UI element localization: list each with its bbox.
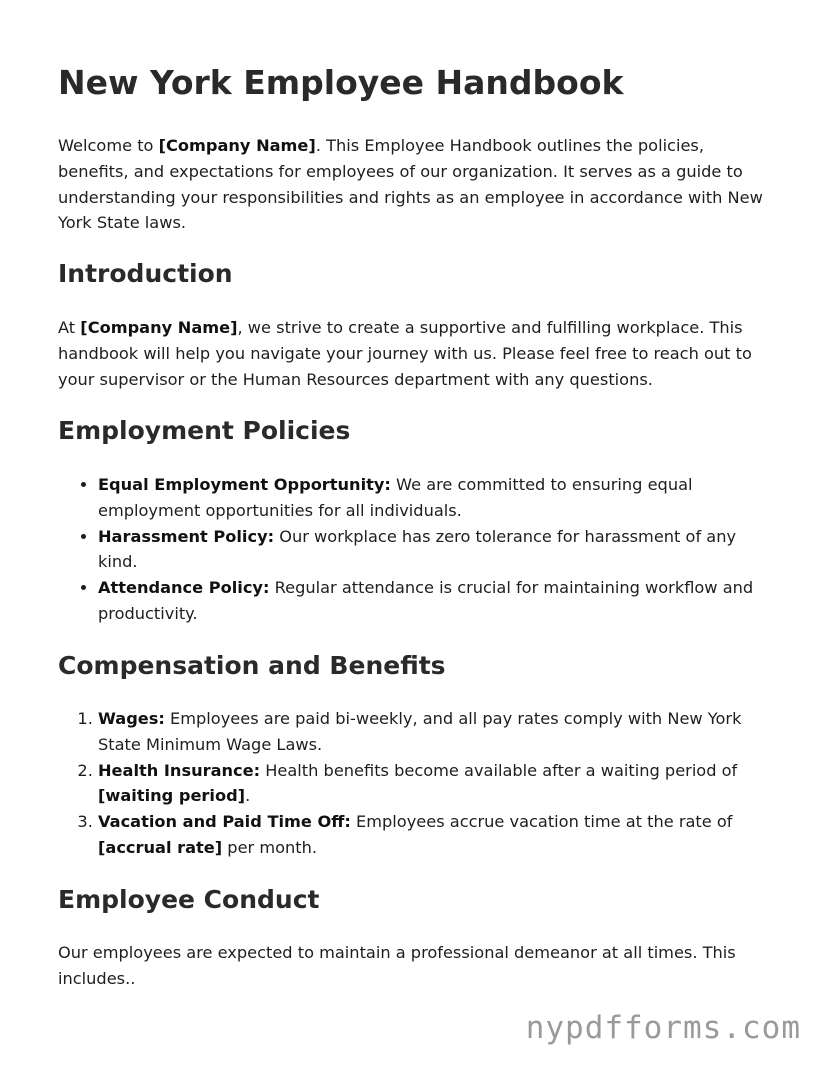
list-item-text: Regular attendance is crucial for maintaining workflow and productivity. bbox=[98, 578, 754, 623]
list-item-label: Vacation and Paid Time Off: bbox=[98, 812, 351, 832]
company-name-placeholder: [Company Name] bbox=[80, 318, 238, 337]
compensation-heading: Compensation and Benefits bbox=[58, 651, 446, 680]
list-item-label: Attendance Policy: bbox=[98, 578, 270, 598]
employee-conduct-heading: Employee Conduct bbox=[58, 885, 320, 914]
list-item bbox=[98, 758, 770, 810]
waiting-period-placeholder: [waiting period] bbox=[98, 786, 246, 806]
intro-paragraph bbox=[58, 133, 770, 236]
employment-policies-heading: Employment Policies bbox=[58, 416, 351, 445]
list-item-text: We are committed to ensuring equal employment opportunities for all individuals. bbox=[98, 475, 693, 520]
list-item bbox=[98, 706, 770, 758]
list-item-label: Health Insurance: bbox=[98, 760, 261, 780]
accrual-rate-placeholder: [accrual rate] bbox=[98, 837, 223, 857]
intro-text-before: Welcome to bbox=[58, 136, 159, 155]
introduction-paragraph bbox=[58, 315, 770, 392]
introduction-heading: Introduction bbox=[58, 259, 233, 288]
list-item-label: Equal Employment Opportunity: bbox=[98, 475, 391, 494]
list-item bbox=[98, 472, 770, 524]
list-item-label: Harassment Policy: bbox=[98, 526, 275, 546]
list-item bbox=[98, 524, 770, 576]
employment-policies-list bbox=[58, 472, 770, 627]
company-name-placeholder: [Company Name] bbox=[158, 136, 316, 155]
page-title: New York Employee Handbook bbox=[58, 63, 624, 102]
list-item-text: Health benefits become available after a waiting period of bbox=[260, 760, 738, 780]
introduction-text-before: At bbox=[58, 318, 81, 337]
list-item-text: Employees accrue vacation time at the rate of bbox=[350, 812, 733, 832]
list-item-text: Our workplace has zero tolerance for harassment of any kind. bbox=[98, 526, 737, 572]
compensation-list bbox=[58, 706, 770, 861]
list-item bbox=[98, 809, 770, 861]
list-item-text: Employees are paid bi-weekly, and all pay rates comply with New York State Minimum Wage Laws. bbox=[98, 709, 742, 754]
list-item-tail: per month. bbox=[222, 837, 318, 857]
list-item-label: Wages: bbox=[98, 709, 165, 728]
employee-conduct-paragraph: Our employees are expected to maintain a professional demeanor at all times. This includes.. bbox=[58, 943, 736, 988]
watermark-text: nypdfforms.com bbox=[525, 1010, 801, 1046]
introduction-text-after: , we strive to create a supportive and fulfilling workplace. This handbook will help you navigate your journey with us. Please feel free to reach out to your supervisor or the Human Resources department with any questions. bbox=[58, 318, 752, 389]
intro-text-after: . This Employee Handbook outlines the policies, benefits, and expectations for employees of our organization. It serves as a guide to understanding your responsibilities and rights as an employee in accordance with New York State laws. bbox=[58, 136, 763, 233]
list-item bbox=[98, 575, 770, 627]
list-item-tail: . bbox=[245, 786, 251, 806]
